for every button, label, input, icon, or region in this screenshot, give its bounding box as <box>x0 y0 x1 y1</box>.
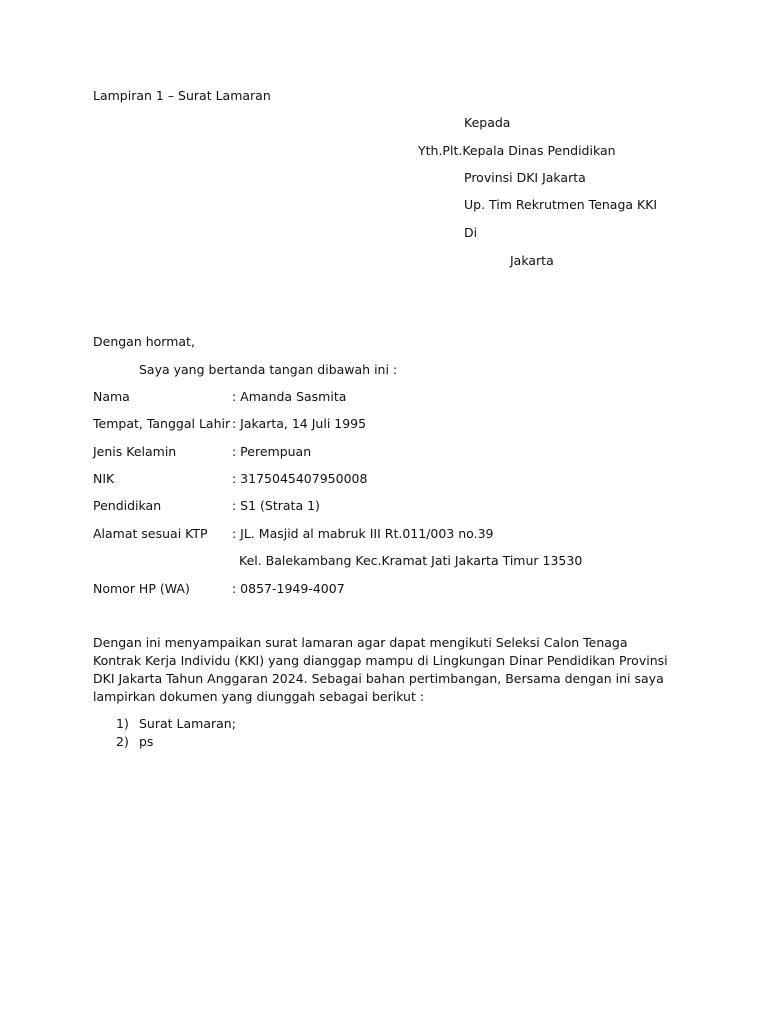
intro-line: Saya yang bertanda tangan dibawah ini : <box>139 362 398 377</box>
field-label: Alamat sesuai KTP <box>93 526 208 541</box>
list-number: 1) <box>116 716 129 731</box>
field-label: NIK <box>93 471 115 486</box>
recipient-title: Yth.Plt.Kepala Dinas Pendidikan <box>418 143 616 158</box>
field-value: : Perempuan <box>232 444 312 459</box>
field-label: Pendidikan <box>93 498 162 513</box>
field-value: : JL. Masjid al mabruk III Rt.011/003 no.39 <box>232 526 494 541</box>
recipient-attention: Up. Tim Rekrutmen Tenaga KKI <box>464 197 658 212</box>
attachment-heading: Lampiran 1 – Surat Lamaran <box>93 88 271 103</box>
list-text: Surat Lamaran; <box>139 716 236 731</box>
body-paragraph: Dengan ini menyampaikan surat lamaran agar dapat mengikuti Seleksi Calon Tenaga Kontrak Kerja Individu (KKI) yang dianggap mampu di Lingkungan Dinar Pendidikan Provinsi DKI Jakarta Tahun Anggaran 2024. Sebagai bahan pertimbangan, Bersama dengan ini saya lampirkan dokumen yang diunggah sebagai berikut : <box>93 635 668 704</box>
field-value: : Amanda Sasmita <box>232 389 347 404</box>
field-value: Kel. Balekambang Kec.Kramat Jati Jakarta Timur 13530 <box>239 553 583 568</box>
field-label: Tempat, Tanggal Lahir <box>93 416 231 431</box>
salutation: Dengan hormat, <box>93 334 195 349</box>
field-value: : Jakarta, 14 Juli 1995 <box>232 416 367 431</box>
field-label: Nomor HP (WA) <box>93 581 190 596</box>
field-value: : 0857-1949-4007 <box>232 581 345 596</box>
field-label: Nama <box>93 389 130 404</box>
field-value: : 3175045407950008 <box>232 471 368 486</box>
list-text: ps <box>139 734 154 749</box>
field-value: : S1 (Strata 1) <box>232 498 320 513</box>
recipient-province: Provinsi DKI Jakarta <box>464 170 586 185</box>
recipient-city: Jakarta <box>510 253 554 268</box>
recipient-di: Di <box>464 225 478 240</box>
field-label: Jenis Kelamin <box>93 444 177 459</box>
list-number: 2) <box>116 734 129 749</box>
recipient-kepada: Kepada <box>464 115 511 130</box>
